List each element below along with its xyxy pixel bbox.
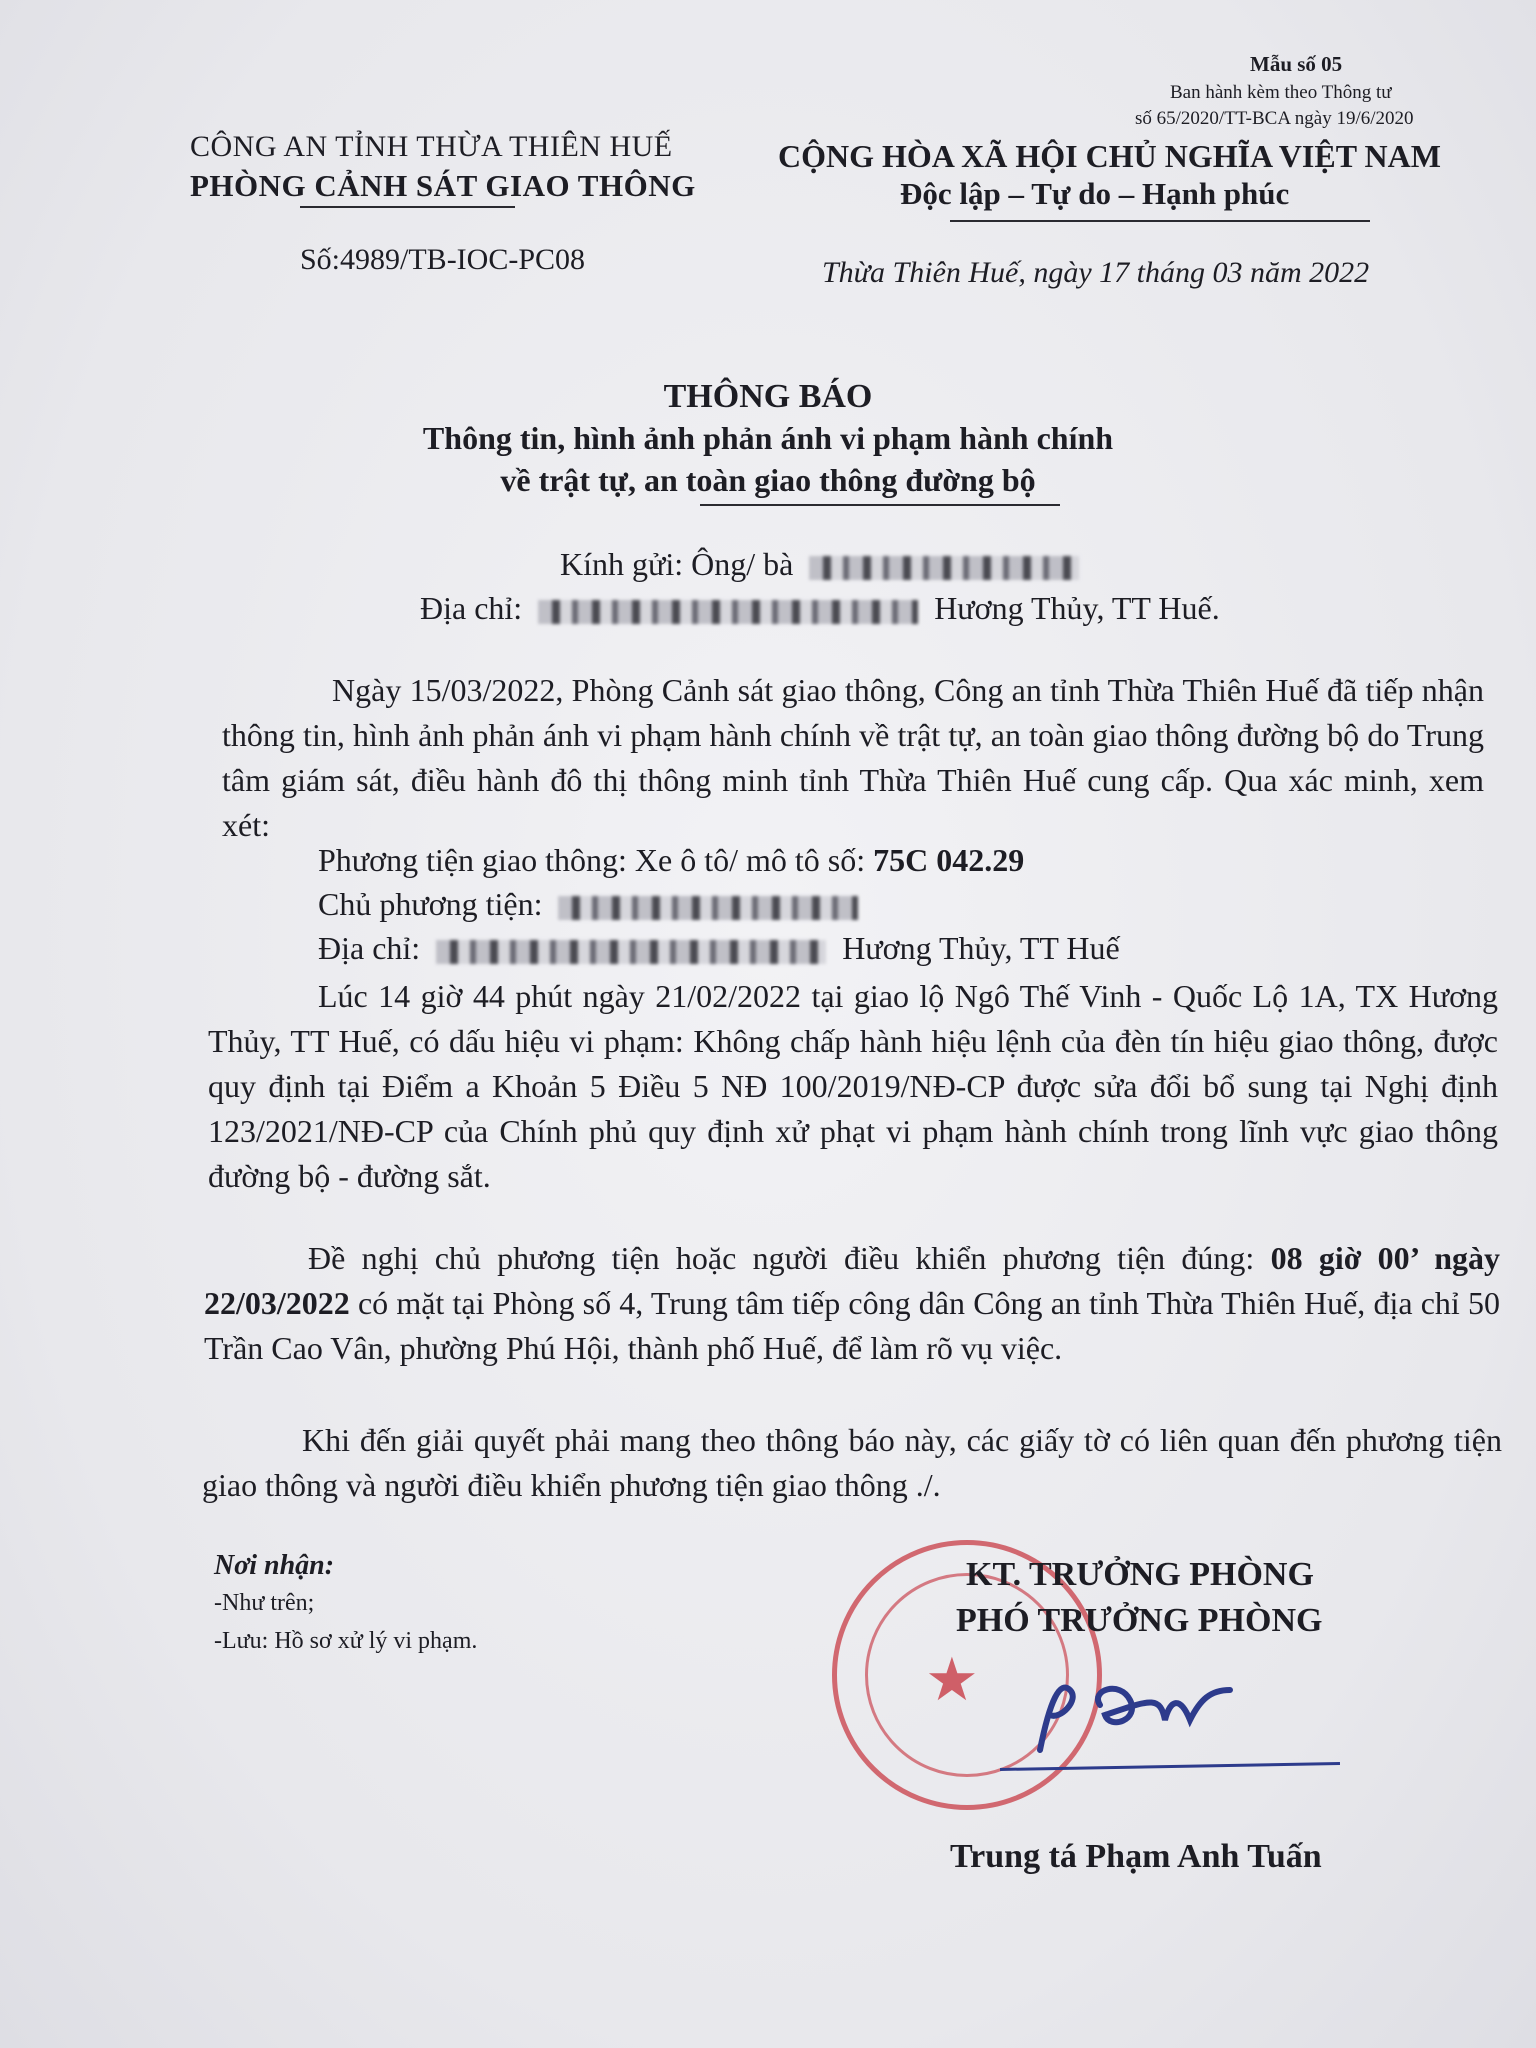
- vehicle-label: Phương tiện giao thông: Xe ô tô/ mô tô số:: [318, 842, 874, 878]
- agency-line-1: CÔNG AN TỈNH THỪA THIÊN HUẾ: [190, 130, 673, 163]
- motto-underline: [950, 220, 1370, 222]
- request-time: 08 giờ 00’ ngày 22/03/2022: [204, 1240, 1501, 1321]
- redacted-address: [538, 600, 918, 624]
- document-number: Số:4989/TB-IOC-PC08: [300, 243, 586, 276]
- document-title: THÔNG BÁO: [663, 378, 873, 415]
- redacted-owner-address: [436, 940, 826, 964]
- recipients-title: Nơi nhận:: [214, 1550, 335, 1581]
- paragraph-request: [204, 1236, 1500, 1371]
- paragraph-intro: Ngày 15/03/2022, Phòng Cảnh sát giao thông, Công an tỉnh Thừa Thiên Huế đã tiếp nhận thông tin, hình ảnh phản ánh vi phạm hành chính về trật tự, an toàn giao thông đường bộ do Trung tâm giám sát, điều hành đô thị thông minh tỉnh Thừa Thiên Huế cung cấp. Qua xác minh, xem xét:: [222, 672, 1484, 843]
- recipient-address-label: Địa chỉ:: [420, 590, 523, 626]
- sign-title-2: PHÓ TRƯỞNG PHÒNG: [956, 1602, 1323, 1639]
- seal-star-icon: ★: [925, 1647, 979, 1713]
- signer-name: Trung tá Phạm Anh Tuấn: [950, 1838, 1322, 1875]
- signature: [1030, 1660, 1330, 1770]
- recipient-item-1: -Như trên;: [214, 1590, 315, 1616]
- redacted-owner: [558, 896, 858, 920]
- recipient-line: [560, 546, 1087, 583]
- form-note-1: Ban hành kèm theo Thông tư: [1170, 82, 1392, 103]
- nation-line-1: CỘNG HÒA XÃ HỘI CHỦ NGHĨA VIỆT NAM: [778, 138, 1441, 174]
- recipient-address-line: [420, 590, 1220, 627]
- agency-line-2: PHÒNG CẢNH SÁT GIAO THÔNG: [190, 168, 696, 203]
- subtitle-underline: [700, 504, 1060, 506]
- agency-underline: [300, 206, 515, 208]
- sign-title-1: KT. TRƯỞNG PHÒNG: [966, 1556, 1314, 1593]
- nation-motto: Độc lập – Tự do – Hạnh phúc: [900, 176, 1290, 211]
- owner-address-label: Địa chỉ:: [318, 930, 421, 966]
- redacted-name: [809, 556, 1079, 580]
- request-prefix: Đề nghị chủ phương tiện hoặc người điều khiển phương tiện đúng:: [308, 1240, 1271, 1276]
- paragraph-violation: Lúc 14 giờ 44 phút ngày 21/02/2022 tại giao lộ Ngô Thế Vinh - Quốc Lộ 1A, TX Hương Thủy, TT Huế, có dấu hiệu vi phạm: Không chấp hành hiệu lệnh của đèn tín hiệu giao thông, được quy định tại Điểm a Khoản 5 Điều 5 NĐ 100/2019/NĐ-CP được sửa đổi bổ sung tại Nghị định 123/2021/NĐ-CP của Chính phủ quy định xử phạt vi phạm hành chính trong lĩnh vực giao thông đường bộ - đường sắt.: [208, 978, 1498, 1194]
- recipient-address-tail: Hương Thủy, TT Huế.: [934, 590, 1220, 626]
- recipient-item-2: -Lưu: Hồ sơ xử lý vi phạm.: [214, 1628, 478, 1654]
- owner-label: Chủ phương tiện:: [318, 886, 543, 922]
- paragraph-closing: Khi đến giải quyết phải mang theo thông báo này, các giấy tờ có liên quan đến phương tiện giao thông và người điều khiển phương tiện giao thông ./.: [202, 1422, 1502, 1503]
- document-subtitle-2: về trật tự, an toàn giao thông đường bộ: [500, 462, 1036, 498]
- document-subtitle-1: Thông tin, hình ảnh phản ánh vi phạm hành chính: [422, 420, 1114, 456]
- owner-address-line: [318, 930, 1120, 967]
- vehicle-plate: 75C 042.29: [873, 842, 1025, 878]
- request-suffix: có mặt tại Phòng số 4, Trung tâm tiếp công dân Công an tỉnh Thừa Thiên Huế, địa chỉ 50 Trần Cao Vân, phường Phú Hội, thành phố Huế, để làm rõ vụ việc.: [204, 1285, 1500, 1366]
- vehicle-line: [318, 842, 1024, 879]
- form-number: Mẫu số 05: [1250, 52, 1343, 76]
- recipient-greeting: Kính gửi: Ông/ bà: [560, 546, 794, 582]
- owner-line: [318, 886, 866, 923]
- form-note-2: số 65/2020/TT-BCA ngày 19/6/2020: [1135, 108, 1414, 129]
- place-date: Thừa Thiên Huế, ngày 17 tháng 03 năm 2022: [822, 256, 1370, 289]
- owner-address-tail: Hương Thủy, TT Huế: [842, 930, 1120, 966]
